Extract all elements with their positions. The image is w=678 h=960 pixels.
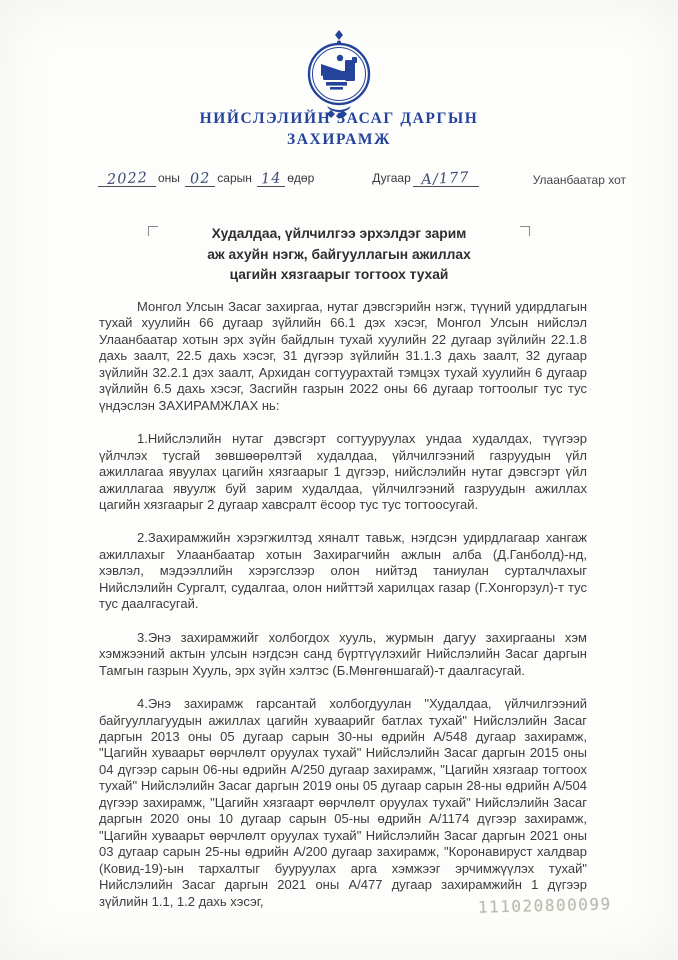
decree-number-handwritten: А/177 <box>421 169 471 189</box>
month-label: сарын <box>217 171 252 185</box>
decree-number-label: Дугаар <box>372 171 411 185</box>
org-title-line1: НИЙСЛЭЛИЙН ЗАСАГ ДАРГЫН <box>199 110 479 127</box>
paragraph-1: 1.Нийслэлийн нутаг дэвсгэрт согтууруулах ундаа худалдах, түүгээр үйлчлэх тусгай зөвшөөрөлтэй худалдаа, үйлчилгээний газруудын үйл ажиллагаа явуулах цагийн хязгаарыг 1 дүгээр, нийслэлийн нутаг дэвсгэрт үйл ажиллагаа явуулж буй зарим худалдаа, үйлчилгээний газруудын ажиллах цагийн хязгаарыг 2 дугаар хавсралт ёсоор тус тус тогтоосугай. <box>99 431 587 512</box>
year-label: оны <box>158 171 180 185</box>
paragraph-4: 4.Энэ захирамж гарсантай холбогдуулан "Худалдаа, үйлчилгээний байгууллагуудын ажиллах цагийн хуваарийг батлах тухай" Нийслэлийн Засаг даргын 2013 оны 05 дугаар сарын 30-ны өдрийн А/548 дугаар захирамж, "Цагийн хуваарьт өөрчлөлт оруулах тухай" Нийслэлийн Засаг даргын 2015 оны 04 дүгээр сарын 06-ны өдрийн А/250 дугаар захирамж, "Цагийн хязгаар тогтоох тухай" Нийслэлийн Засаг даргын 2019 оны 05 дугаар сарын 28-ны өдрийн А/504 дүгээр захирамж, "Цагийн хязгаарт өөрчлөлт оруулах тухай" Нийслэлийн Засаг даргын 2020 оны 10 дугаар сарын 05-ны өдрийн А/1174 дүгээр захирамж, "Цагийн хуваарьт өөрчлөлт оруулах тухай" Нийслэлийн Засаг даргын 2021 оны 03 дугаар сарын 25-ны өдрийн А/200 дугаар захирамж, "Коронавируст халдвар (Ковид-19)-ын тархалтыг бууруулах арга хэмжээг эрчимжүүлэх тухай" Нийслэлийн Засаг даргын 2021 оны А/477 дугаар захирамжийн 1 дүгээр зүйлийн 1.1, 1.2 дахь хэсэг, <box>99 696 587 909</box>
month-blank <box>185 170 215 187</box>
paragraph-3: 3.Энэ захирамжийг холбогдох хууль, журмын дагуу захиргааны хэм хэмжээний актын улсын нэгдсэн санд бүртгүүлэхийг Нийслэлийн Засаг даргын Тамгын газрын Хууль, эрх зүйн хэлтэс (Б.Мөнгөншагай)-т даалгасугай. <box>99 629 587 678</box>
corner-mark-right-icon <box>520 226 530 236</box>
city-label: Улаанбаатар хот <box>532 173 626 187</box>
corner-mark-left-icon <box>148 226 158 236</box>
org-title-line2: ЗАХИРАМЖ <box>286 131 392 148</box>
day-label: өдөр <box>287 171 315 185</box>
paragraph-preamble: Монгол Улсын Засаг захиргаа, нутаг дэвсгэрийн нэгж, түүний удирдлагын тухай хуулийн 66 дугаар зүйлийн 66.1 дэх хэсэг, Монгол Улсын нийслэл Улаанбаатар хотын эрх зүйн байдлын тухай хуулийн 22 дугаар зүйлийн 22.1.8 дахь заалт, 22.5 дахь хэсэг, 31 дүгээр зүйлийн 31.1.3 дахь заалт, 32 дугаар зүйлийн 32.2.1 дэх заалт, Архидан согтуурахтай тэмцэх тухай хуулийн 6 дугаар зүйлийн 6.5 дахь хэсэг, Засгийн газрын 2022 оны 66 дугаар тогтоолыг тус тус үндэслэн ЗАХИРАМЖЛАХ нь: <box>99 299 587 413</box>
subject-block <box>148 224 530 286</box>
decree-number-blank <box>413 170 479 187</box>
subject-line1: Худалдаа, үйлчилгээ эрхэлдэг зарим <box>211 226 467 241</box>
month-handwritten: 02 <box>189 170 211 188</box>
year-handwritten: 2022 <box>106 169 148 189</box>
date-number-line <box>0 170 678 187</box>
subject-line3: цагийн хязгаарыг тогтоох тухай <box>229 267 449 282</box>
registration-stamp-number: 111020800099 <box>477 894 612 917</box>
decree-number-group <box>370 170 479 187</box>
year-blank <box>98 170 156 187</box>
org-title <box>0 108 678 150</box>
date-group <box>98 170 316 187</box>
decree-body <box>99 299 587 927</box>
paragraph-2: 2.Захирамжийн хэрэгжилтэд хяналт тавьж, нэгдсэн удирдлагаар хангаж ажиллахыг Улаанбаатар хотын Захирагчийн ажлын алба (Д.Ганболд)-нд, хэвлэл, мэдээллийн хэрэгслээр олон нийтэд таниулан сурталчлахыг Нийслэлийн Сургалт, судалгаа, олон нийттэй харилцах газар (Г.Хонгорзул)-т тус тус даалгасугай. <box>99 530 587 612</box>
day-blank <box>257 170 285 187</box>
subject-title <box>158 224 520 286</box>
subject-line2: аж ахуйн нэгж, байгууллагын ажиллах <box>207 246 471 262</box>
day-handwritten: 14 <box>260 170 282 188</box>
